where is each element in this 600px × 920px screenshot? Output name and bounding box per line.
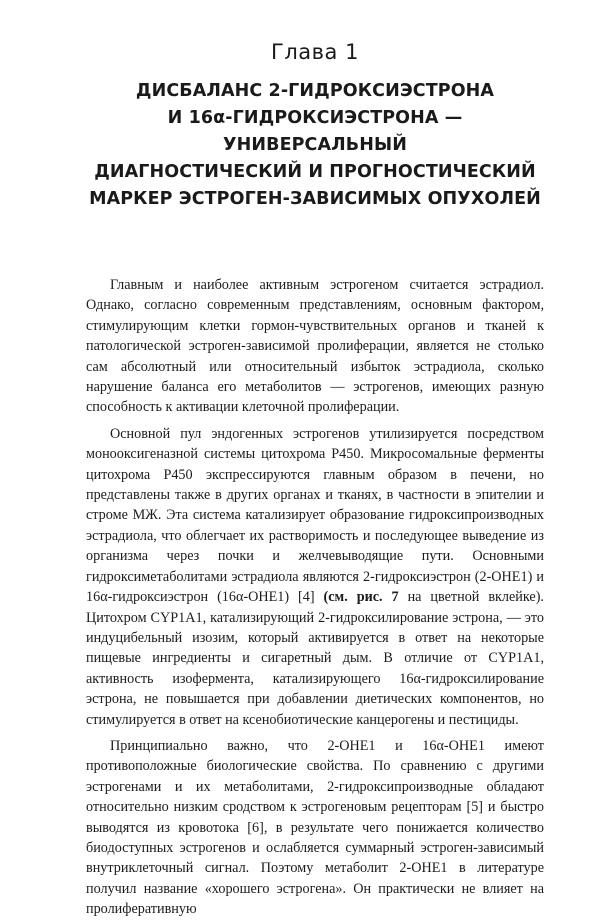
paragraph-3: Принципиально важно, что 2-ОНЕ1 и 16α-ОНЕ1 имеют противоположные биологические свойства. По сравнению с другими эстрогенами и их метаболитами, 2-гидроксипроизводные обладают относительно низким сродством к эстрогеновым рецепторам [5] и быстро выводятся из кровотока [6], в результате чего понижается количество биодоступных эстрогенов и ослабляется суммарный эстроген-зависимый внутриклеточный сигнал. Поэтому метаболит 2-ОНЕ1 в литературе получил название «хорошего эстрогена». Он практически не влияет на пролиферативную — [86, 737, 544, 918]
paragraph-2-text-after: на цветной вклейке). Цитохром CYP1A1, катализирующий 2-гидроксилирование эстрона, — это индуцибельный изозим, который активируется в ответ на некоторые пищевые ингредиенты и сигаретный дым. В отличие от CYP1A1, активность изофермента, катализирующего 16α-гидроксилирование эстрона, не повышается при добавлении диетических компонентов, но стимулируется в ответ на ксенобиотические канцерогены и пестициды. — [86, 589, 544, 728]
chapter-title-line-1: ДИСБАЛАНС 2-ГИДРОКСИЭСТРОНА — [135, 81, 495, 101]
figure-reference: (см. рис. 7 — [323, 589, 399, 606]
chapter-title — [86, 78, 544, 213]
chapter-label: Глава 1 — [271, 40, 359, 64]
paragraph-2-text-before: Основной пул эндогенных эстрогенов утилизируется посредством монооксигеназной системы цитохрома Р450. Микросомальные ферменты цитохрома Р450 экспрессируются главным образом в печени, но представлены также в других органах и тканях, в частности в эпителии и строме МЖ. Эта система катализирует образование гидроксипроизводных эстрадиола, что облегчает их растворимость и последующее выведение из организма через почки и желчевыводящие пути. Основными гидроксиметаболитами эстрадиола являются 2-гидроксиэстрон (2-ОНЕ1) и 16α-гидроксиэстрон (16α-ОНЕ1) [4] — [86, 425, 544, 606]
chapter-title-line-2: И 16α-ГИДРОКСИЭСТРОНА — УНИВЕРСАЛЬНЫЙ — [167, 108, 463, 155]
body-text — [86, 275, 544, 920]
paragraph-2 — [86, 424, 544, 730]
chapter-title-line-3: ДИАГНОСТИЧЕСКИЙ И ПРОГНОСТИЧЕСКИЙ — [94, 162, 536, 182]
chapter-title-line-4: МАРКЕР ЭСТРОГЕН-ЗАВИСИМЫХ ОПУХОЛЕЙ — [89, 189, 541, 209]
paragraph-1: Главным и наиболее активным эстрогеном считается эстрадиол. Однако, согласно современным представлениям, основным фактором, стимулирующим клетки гормон-чувствительных органов и тканей к патологической эстроген-зависимой пролиферации, является не столько сам абсолютный или относительный избыток эстрадиола, сколько нарушение баланса его метаболитов — эстрогенов, имеющих разную способность к активации клеточной пролиферации. — [86, 277, 544, 416]
